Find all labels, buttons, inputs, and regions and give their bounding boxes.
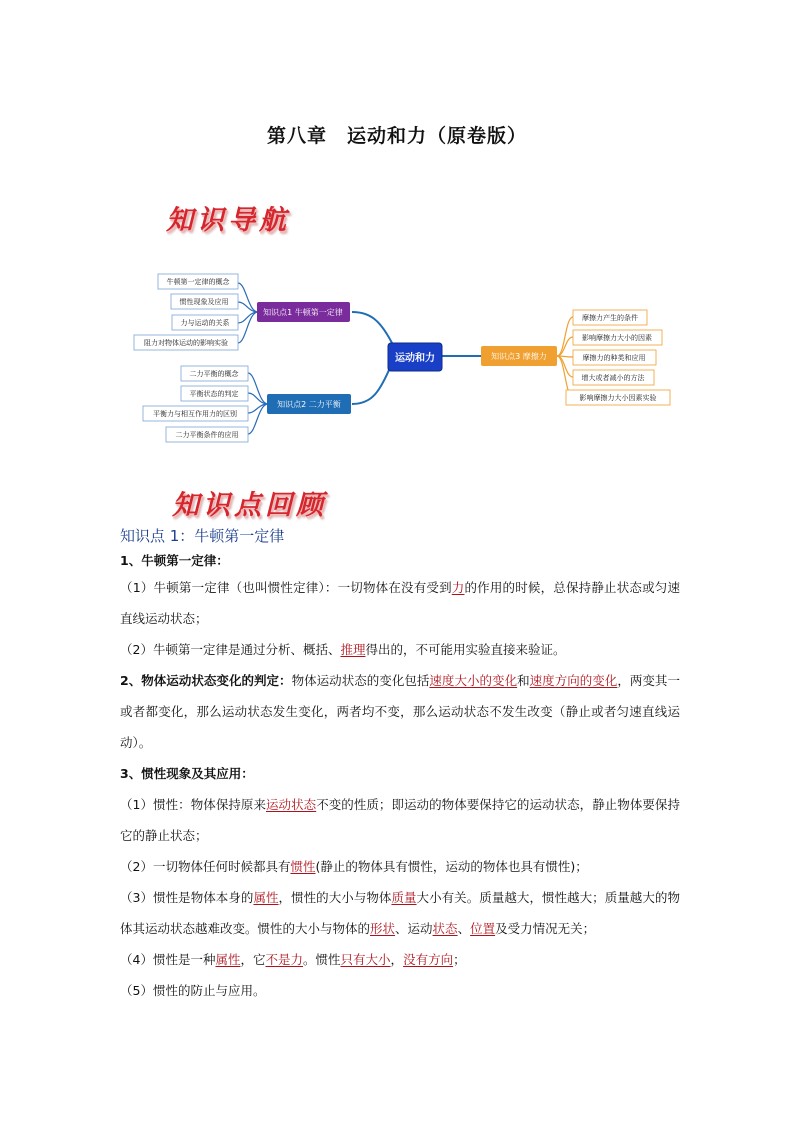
paragraph: （5）惯性的防止与应用。 bbox=[120, 983, 266, 998]
mindmap-node-3-label: 知识点3 摩擦力 bbox=[491, 352, 547, 361]
paragraph: 2、物体运动状态变化的判定：物体运动状态的变化包括速度大小的变化和速度方向的变化，两变其一或者都变化，那么运动状态发生变化，两者均不变，那么运动状态不发生改变（静止或者匀速直线运动）。 bbox=[120, 673, 680, 750]
mindmap-leaf: 摩擦力的种类和应用 bbox=[582, 354, 646, 362]
mindmap-leaf: 平衡状态的判定 bbox=[189, 390, 239, 398]
section-content bbox=[120, 525, 680, 1006]
paragraph: （2）牛顿第一定律是通过分析、概括、推理得出的，不可能用实验直接来验证。 bbox=[120, 642, 566, 657]
mindmap-leaf: 惯性现象及应用 bbox=[179, 298, 229, 306]
section-heading: 知识点 1：牛顿第一定律 bbox=[120, 527, 285, 545]
mindmap-center-label: 运动和力 bbox=[395, 353, 435, 364]
paragraph: （3）惯性是物体本身的属性，惯性的大小与物体质量大小有关。质量越大，惯性越大；质量越大的物体其运动状态越难改变。惯性的大小与物体的形状、运动状态、位置及受力情况无关； bbox=[120, 890, 680, 936]
mindmap-node-2-label: 知识点2 二力平衡 bbox=[277, 400, 341, 409]
mindmap-leaf: 力与运动的关系 bbox=[180, 319, 230, 327]
mindmap-leaf: 平衡力与相互作用力的区别 bbox=[153, 410, 237, 418]
knowledge-navigation-banner: 知识导航 bbox=[166, 205, 290, 236]
mindmap-leaf: 牛顿第一定律的概念 bbox=[166, 278, 230, 286]
mindmap-node-2-leaves bbox=[143, 366, 248, 442]
mindmap-leaf: 增大或者减小的方法 bbox=[581, 374, 645, 382]
mindmap-leaf: 摩擦力产生的条件 bbox=[582, 314, 638, 322]
mindmap-leaf: 影响摩擦力大小因素实验 bbox=[579, 394, 657, 402]
subheading-3: 3、惯性现象及其应用： bbox=[120, 766, 254, 781]
paragraph: （1）牛顿第一定律（也叫惯性定律）：一切物体在没有受到力的作用的时候，总保持静止状态或匀速直线运动状态； bbox=[120, 580, 680, 626]
mindmap-node-1-leaves bbox=[134, 274, 238, 350]
paragraph: （1）惯性：物体保持原来运动状态不变的性质；即运动的物体要保持它的运动状态，静止物体要保持它的静止状态； bbox=[120, 797, 680, 843]
mindmap-leaf: 二力平衡的概念 bbox=[189, 370, 239, 378]
paragraph: （2）一切物体任何时候都具有惯性(静止的物体具有惯性，运动的物体也具有惯性)； bbox=[120, 859, 588, 874]
mindmap-leaf: 二力平衡条件的应用 bbox=[175, 431, 239, 439]
subheading-1: 1、牛顿第一定律： bbox=[120, 553, 229, 568]
mindmap-leaf: 阻力对物体运动的影响实验 bbox=[144, 339, 228, 347]
knowledge-review-banner: 知识点回顾 bbox=[172, 490, 327, 521]
page-title: 第八章 运动和力（原卷版） bbox=[266, 125, 527, 147]
mind-map bbox=[0, 0, 794, 470]
mindmap-leaf: 影响摩擦力大小的因素 bbox=[582, 334, 652, 342]
paragraph: （4）惯性是一种属性，它不是力。惯性只有大小，没有方向； bbox=[120, 952, 466, 967]
mindmap-node-1-label: 知识点1 牛顿第一定律 bbox=[263, 308, 343, 317]
mindmap-node-3-leaves bbox=[566, 310, 670, 405]
